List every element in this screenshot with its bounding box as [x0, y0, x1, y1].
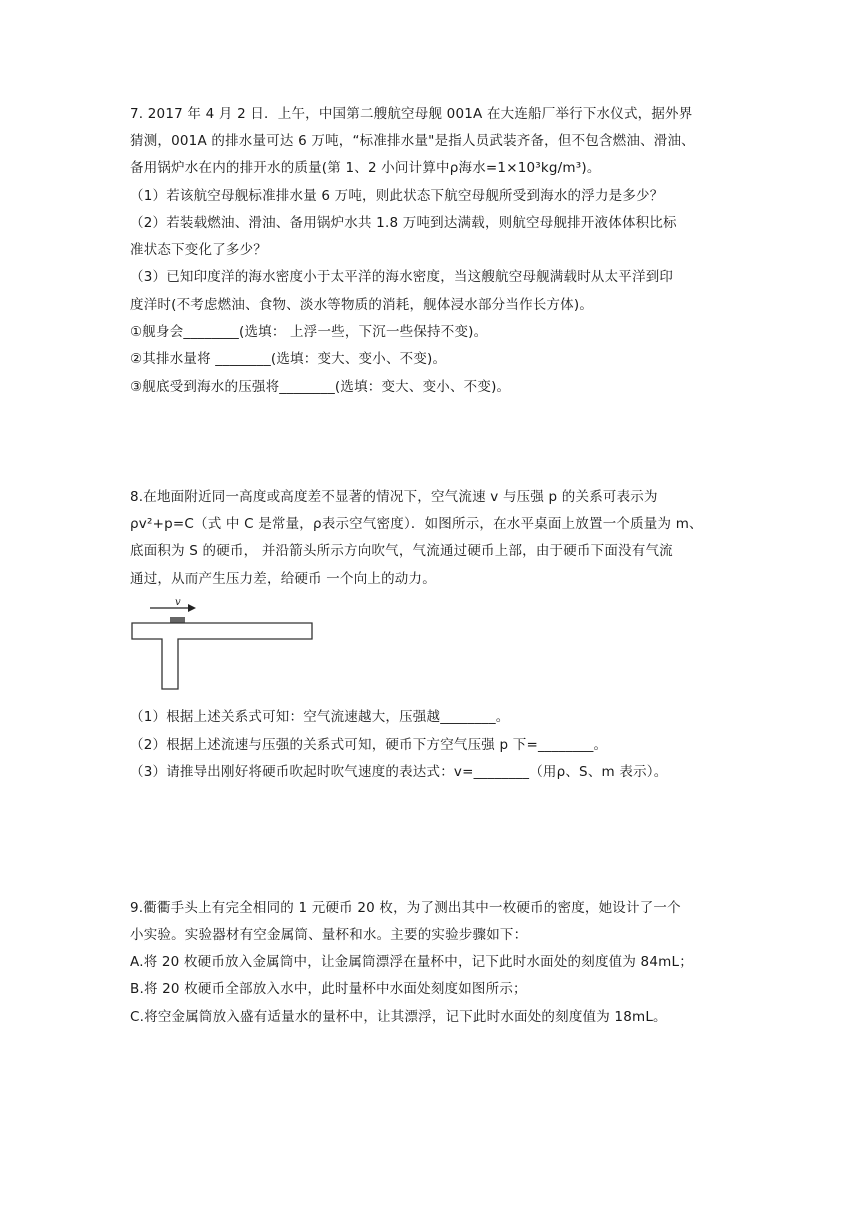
- q7-subquestion-2-line-1: （2）若装载燃油、滑油、备用锅炉水共 1.8 万吨到达满载，则航空母舰排开液体体积比标: [130, 215, 677, 231]
- q8-intro-line-2: ρv²+p=C（式 中 C 是常量，ρ表示空气密度）．如图所示，在水平桌面上放置一个质量为 m、: [130, 516, 703, 532]
- q7-intro-line-3: 备用锅炉水在内的排开水的质量(第 1、2 小问计算中ρ海水=1×10³kg/m³)。: [130, 160, 601, 176]
- q8-subquestion-2: （2）根据上述流速与压强的关系式可知，硬币下方空气压强 p 下=________。: [130, 737, 608, 753]
- q7-intro-line-1: 7. 2017 年 4 月 2 日．上午，中国第二艘航空母舰 001A 在大连船厂举行下水仪式，据外界: [130, 106, 693, 122]
- q8-subquestion-1: （1）根据上述关系式可知：空气流速越大，压强越________。: [130, 709, 510, 725]
- q7-item-1: ①舰身会________(选填： 上浮一些，下沉一些保持不变)。: [130, 324, 488, 340]
- coin: [170, 617, 185, 623]
- q9-step-a: A.将 20 枚硬币放入金属筒中，让金属筒漂浮在量杯中，记下此时水面处的刻度值为 84mL；: [130, 954, 693, 970]
- q9-intro-line-1: 9.衢衢手头上有完全相同的 1 元硬币 20 枚，为了测出其中一枚硬币的密度，她设计了一个: [130, 900, 681, 916]
- q7-subquestion-3-line-2: 度洋时(不考虑燃油、食物、淡水等物质的消耗，舰体浸水部分当作长方体)。: [130, 297, 594, 313]
- q7-subquestion-3-line-1: （3）已知印度洋的海水密度小于太平洋的海水密度，当这艘航空母舰满载时从太平洋到印: [130, 269, 674, 285]
- q7-subquestion-1: （1）若该航空母舰标准排水量 6 万吨，则此状态下航空母舰所受到海水的浮力是多少？: [130, 188, 664, 204]
- q7-subquestion-2-line-2: 准状态下变化了多少？: [130, 242, 267, 258]
- q8-intro-line-4: 通过，从而产生压力差，给硬币 一个向上的动力。: [130, 571, 436, 587]
- velocity-label: v: [175, 598, 181, 608]
- arrow-head: [188, 604, 196, 612]
- q9-step-b: B.将 20 枚硬币全部放入水中，此时量杯中水面处刻度如图所示；: [130, 981, 527, 997]
- q8-intro-line-1: 8.在地面附近同一高度或高度差不显著的情况下，空气流速 v 与压强 p 的关系可表示为: [130, 489, 658, 505]
- q7-item-3: ③舰底受到海水的压强将________(选填：变大、变小、不变)。: [130, 379, 511, 395]
- q7-item-2: ②其排水量将 ________(选填：变大、变小、不变)。: [130, 351, 447, 367]
- q8-subquestion-3: （3）请推导出刚好将硬币吹起时吹气速度的表达式：v=________（用ρ、S、m 表示）。: [130, 764, 668, 780]
- coin-table-figure: [128, 598, 318, 694]
- q7-intro-line-2: 猜测，001A 的排水量可达 6 万吨，“标准排水量"是指人员武装齐备，但不包含燃油、滑油、: [130, 133, 695, 149]
- q9-step-c: C.将空金属筒放入盛有适量水的量杯中，让其漂浮，记下此时水面处的刻度值为 18mL。: [130, 1009, 667, 1025]
- q8-intro-line-3: 底面积为 S 的硬币， 并沿箭头所示方向吹气，气流通过硬币上部，由于硬币下面没有气流: [130, 543, 673, 559]
- q9-intro-line-2: 小实验。实验器材有空金属筒、量杯和水。主要的实验步骤如下：: [130, 927, 528, 943]
- t-shaped-table: [132, 623, 312, 689]
